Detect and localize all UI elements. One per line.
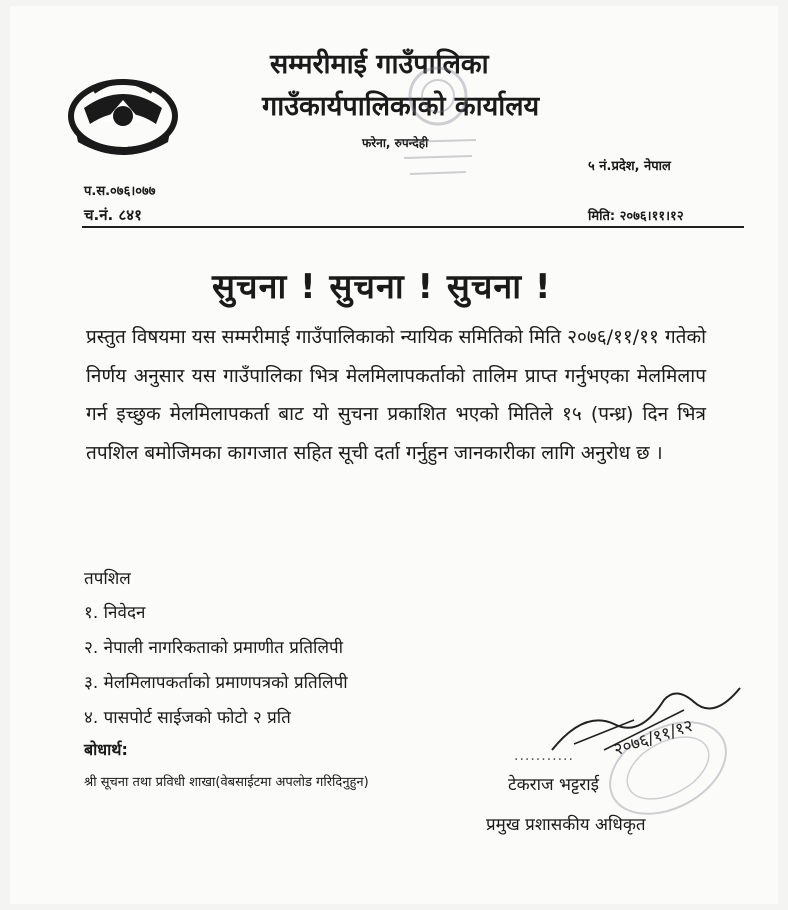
handwritten-signature xyxy=(544,680,744,760)
dispatch-number: च.नं. ८४१ xyxy=(84,206,142,224)
cc-label: बोधार्थ: xyxy=(84,740,128,759)
header-divider xyxy=(82,226,744,228)
office-stamp-icon xyxy=(390,62,486,202)
signature-date: २०७६/११/१२ xyxy=(611,715,696,760)
tapasil-heading: तपशिल xyxy=(84,569,131,589)
ps-number: प.स.०७६।०७७ xyxy=(84,184,156,199)
government-emblem-icon xyxy=(64,72,182,156)
province-label: ५ नं.प्रदेश, नेपाल xyxy=(588,159,671,174)
letter-date: मिति: २०७६।११।१२ xyxy=(588,209,684,224)
signature-dots: ........... xyxy=(514,748,574,764)
notice-body: प्रस्तुत विषयमा यस सम्मरीमाई गाउँपालिकाको न्यायिक समितिको मिति २०७६/११/११ गतेको निर्णय अनुसार यस गाउँपालिका भित्र मेलमिलापकर्ताको तालिम प्राप्त गर्नुभएका मेलमिलाप गर्न इच्छुक मेलमिलापकर्ता बाट यो सुचना प्रकाशित भएको मितिले १५ (पन्ध्र) दिन भित्र तपशिल बमोजिमका कागजात सहित सूची दर्ता गर्नुहुन जानकारीका लागि अनुरोध छ । xyxy=(86,326,707,464)
signer-title: प्रमुख प्रशासकीय अधिकृत xyxy=(486,815,646,835)
list-item: १. निवेदन xyxy=(84,603,146,623)
notice-heading: सुचना ! सुचना ! सुचना ! xyxy=(212,267,552,307)
cc-recipient: श्री सूचना तथा प्रविधी शाखा(वेबसाईटमा अपलोड गरिदिनुहुन) xyxy=(84,775,369,790)
org-name: सम्मरीमाई गाउँपालिका xyxy=(270,49,489,80)
office-name: गाउँकार्यपालिकाको कार्यालय xyxy=(262,91,540,122)
list-item: ४. पासपोर्ट साईजको फोटो २ प्रति xyxy=(84,708,291,728)
list-item: ३. मेलमिलापकर्ताको प्रमाणपत्रको प्रतिलिपी xyxy=(84,673,348,693)
office-address: फरेना, रुपन्देही xyxy=(362,136,429,150)
signer-name: टेकराज भट्टराई xyxy=(508,775,599,795)
list-item: २. नेपाली नागरिकताको प्रमाणीत प्रतिलिपी xyxy=(84,638,344,658)
